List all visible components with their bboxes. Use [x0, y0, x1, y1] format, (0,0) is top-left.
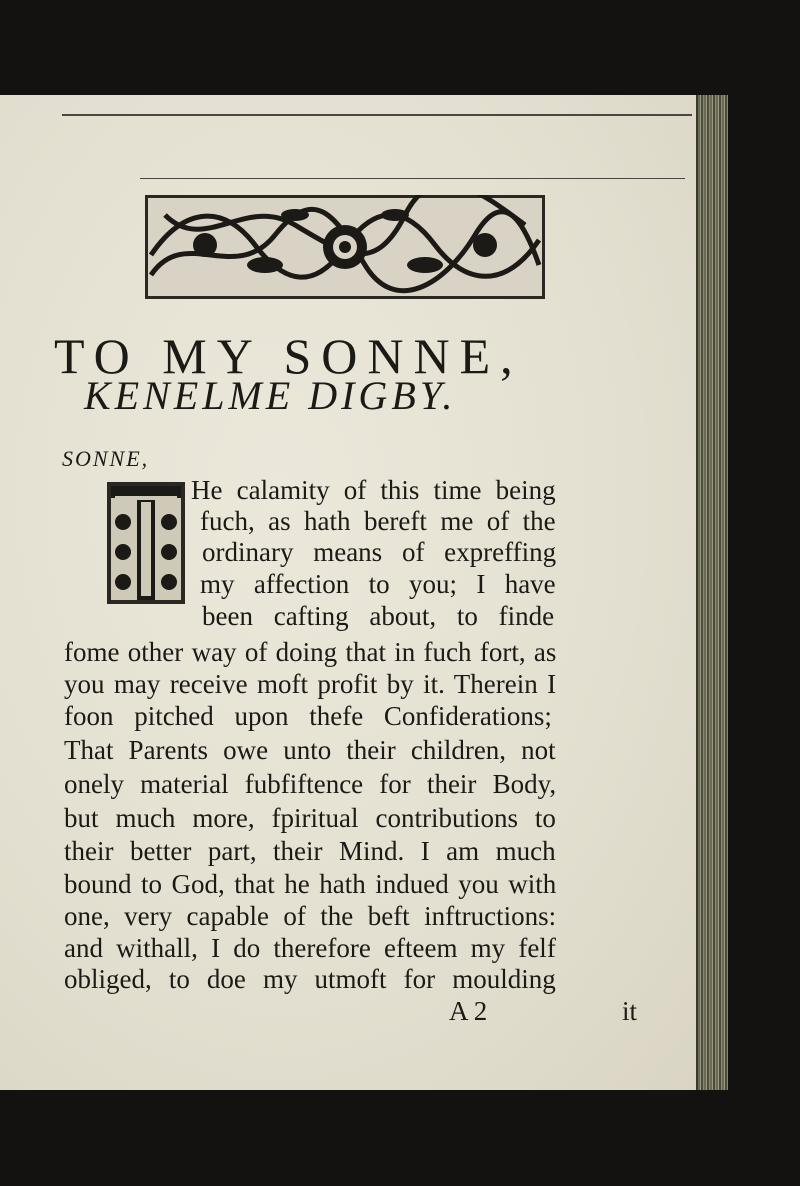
body-line: been cafting about, to finde [202, 601, 555, 631]
body-line: onely material fubfiftence for their Body, [64, 769, 557, 799]
body-line: you may receive moft profit by it. Therein I [64, 669, 557, 699]
body-line: one, very capable of the beft inftructions: [64, 901, 557, 931]
body-line: fome other way of doing that in fuch fort, as [64, 637, 557, 667]
body-line: but much more, fpiritual contributions to [64, 803, 556, 833]
catchword: it [622, 996, 638, 1026]
dedicatee-name: KENELME DIGBY. [84, 373, 457, 418]
signature-mark: A 2 [449, 996, 488, 1026]
salutation: SONNE, [62, 446, 150, 471]
dedication-title: TO MY SONNE, [54, 328, 523, 384]
body-line: their better part, their Mind. I am much [64, 836, 556, 866]
body-line: foon pitched upon thefe Confiderations; [64, 701, 552, 731]
body-line: He calamity of this time being [191, 475, 556, 505]
body-line: obliged, to doe my utmoft for moulding [64, 964, 556, 994]
body-line: ordinary means of expreffing [202, 537, 557, 567]
body-line: fuch, as hath bereft me of the [200, 506, 556, 536]
headpiece-ornament [145, 195, 545, 299]
body-line: and withall, I do therefore efteem my felf [64, 933, 556, 963]
second-rule [140, 178, 685, 179]
page-stack-edge [696, 95, 728, 1090]
top-rule [62, 114, 692, 116]
body-line: That Parents owe unto their children, not [64, 735, 556, 765]
body-line: my affection to you; I have [200, 569, 556, 599]
body-line: bound to God, that he hath indued you with [64, 869, 557, 899]
decorated-initial-T [107, 482, 185, 604]
